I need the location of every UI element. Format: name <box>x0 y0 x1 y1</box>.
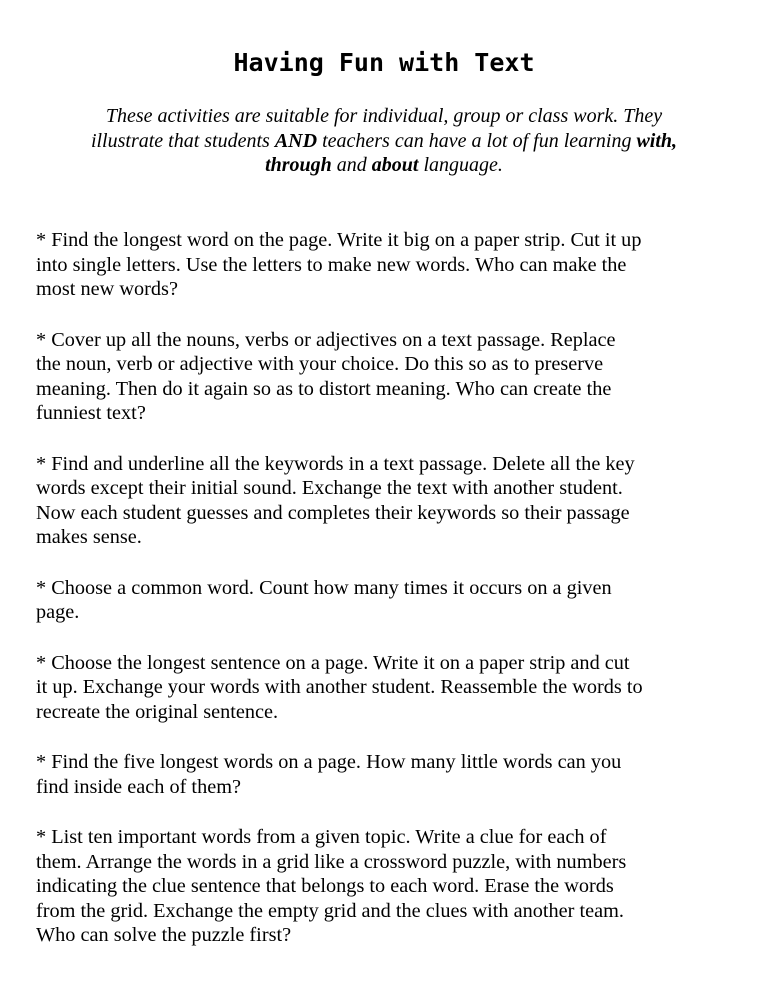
intro-line <box>30 153 738 178</box>
activity-paragraph <box>36 452 746 550</box>
activity-paragraph <box>36 228 746 302</box>
intro-line <box>30 129 738 154</box>
intro-fragment: language. <box>418 154 503 176</box>
activity-line: * Choose the longest sentence on a page. Write it on a paper strip and cut <box>36 651 630 674</box>
activity-line: * Cover up all the nouns, verbs or adjectives on a text passage. Replace <box>36 328 616 351</box>
activity-line: recreate the original sentence. <box>36 700 279 723</box>
activity-line: it up. Exchange your words with another student. Reassemble the words to <box>36 676 643 698</box>
activity-paragraph <box>36 576 746 625</box>
intro-emphasis: with, <box>636 129 678 152</box>
intro-fragment: teachers can have a lot of fun learning <box>317 129 637 152</box>
activity-line: makes sense. <box>36 526 142 548</box>
activity-line: them. Arrange the words in a grid like a crossword puzzle, with numbers <box>36 850 627 873</box>
activity-paragraph <box>36 825 746 948</box>
activity-line: * Choose a common word. Count how many times it occurs on a given <box>36 576 612 599</box>
intro-emphasis: through <box>265 154 332 176</box>
intro-line: These activities are suitable for individual, group or class work. They <box>105 105 663 127</box>
activity-line: * Find and underline all the keywords in a text passage. Delete all the key <box>36 452 635 475</box>
activity-line: Now each student guesses and completes their keywords so their passage <box>36 501 630 524</box>
activity-line: find inside each of them? <box>36 775 241 798</box>
activity-line: into single letters. Use the letters to make new words. Who can make the <box>36 253 627 276</box>
page-title: Having Fun with Text <box>233 48 535 77</box>
intro-fragment: and <box>331 154 372 176</box>
activity-line: most new words? <box>36 278 178 300</box>
activity-line: words except their initial sound. Exchange the text with another student. <box>36 477 623 499</box>
intro-fragment: illustrate that students <box>90 129 275 152</box>
activity-line: indicating the clue sentence that belongs to each word. Erase the words <box>36 875 614 897</box>
intro-emphasis: AND <box>274 129 318 152</box>
activity-paragraph <box>36 651 746 725</box>
intro-emphasis: about <box>371 154 419 176</box>
intro-text <box>30 104 738 178</box>
activity-line: meaning. Then do it again so as to distort meaning. Who can create the <box>36 377 612 400</box>
activity-line: the noun, verb or adjective with your choice. Do this so as to preserve <box>36 353 604 375</box>
activity-paragraph <box>36 328 746 426</box>
activity-line: page. <box>36 601 80 623</box>
activity-line: from the grid. Exchange the empty grid and the clues with another team. <box>36 899 624 922</box>
activity-list <box>36 228 746 974</box>
activity-line: * Find the longest word on the page. Write it big on a paper strip. Cut it up <box>36 229 642 251</box>
activity-line: * List ten important words from a given topic. Write a clue for each of <box>36 826 607 848</box>
activity-line: Who can solve the puzzle first? <box>36 924 292 946</box>
activity-line: * Find the five longest words on a page. How many little words can you <box>36 751 622 773</box>
activity-line: funniest text? <box>36 402 146 424</box>
activity-paragraph <box>36 750 746 799</box>
